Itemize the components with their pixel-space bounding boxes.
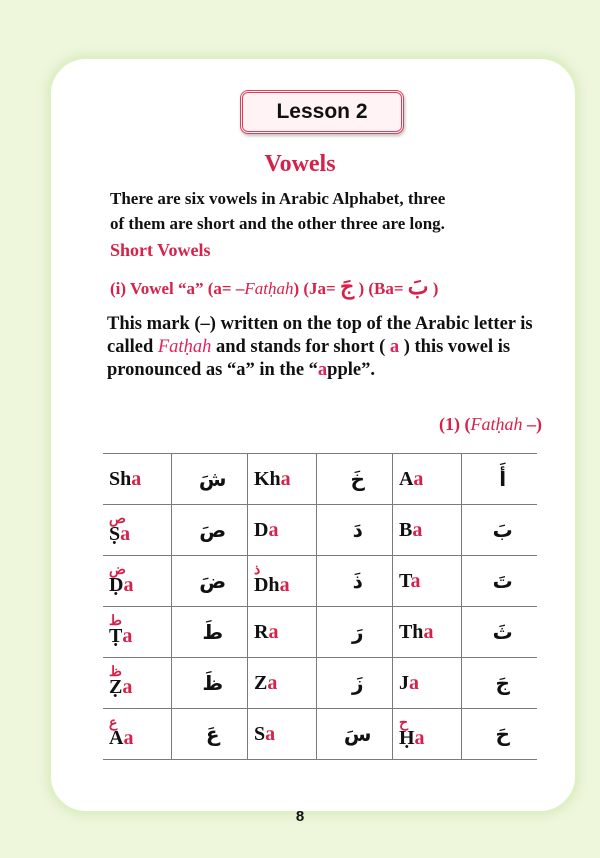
- consonant-text: T: [398, 569, 411, 592]
- vowel-text: a: [122, 624, 133, 647]
- vowel-text: a: [122, 675, 133, 698]
- fathah-term: Fatḥah: [157, 337, 212, 357]
- transliteration-cell: [392, 454, 461, 505]
- transliteration-cell: [247, 556, 316, 607]
- apple-rest: pple”.: [327, 360, 375, 380]
- alphabet-table: [103, 453, 537, 760]
- ja-arabic: جَ: [339, 274, 355, 299]
- table-row: [103, 709, 537, 760]
- arabic-letter-cell: ذَ: [317, 556, 393, 607]
- intro-line-2: of them are short and the other three are long.: [110, 214, 445, 233]
- explain-text-1: This mark (: [107, 314, 201, 334]
- vowel-text: a: [413, 467, 424, 490]
- transliteration-cell: [103, 607, 172, 658]
- letter-hint: ظ: [109, 664, 122, 680]
- consonant-text: Ḍ: [109, 573, 124, 596]
- vowel-line-prefix: (i) Vowel “a” (a=: [110, 279, 236, 298]
- transliteration-cell: [247, 454, 316, 505]
- transliteration-cell: [392, 709, 461, 760]
- arabic-letter-cell: ظَ: [172, 658, 248, 709]
- vowel-text: a: [279, 573, 290, 596]
- vowel-line-ba-label: ) (Ba=: [354, 279, 408, 298]
- vowel-text: a: [131, 467, 142, 490]
- transliteration-cell: [103, 709, 172, 760]
- arabic-letter-cell: ثَ: [462, 607, 537, 658]
- table-row: [103, 454, 537, 505]
- ba-arabic: بَ: [407, 274, 429, 299]
- short-a: a: [389, 337, 400, 357]
- letter-hint: ص: [109, 511, 126, 527]
- table-row: [103, 505, 537, 556]
- intro-line-1: There are six vowels in Arabic Alphabet, three: [110, 189, 446, 208]
- arabic-letter-cell: زَ: [317, 658, 393, 709]
- consonant-text: A: [109, 726, 124, 749]
- apple-a: a: [317, 360, 328, 380]
- explain-text-2: ) written on the top of the Arabic letter is called: [107, 314, 533, 357]
- vowel-text: a: [408, 671, 419, 694]
- transliteration-cell: [247, 658, 316, 709]
- letter-hint: ض: [109, 562, 126, 578]
- arabic-letter-cell: سَ: [317, 709, 393, 760]
- vowel-text: a: [123, 573, 134, 596]
- letter-hint: ط: [109, 613, 122, 629]
- transliteration-cell: [103, 556, 172, 607]
- explain-text-3: and stands for short (: [211, 337, 390, 357]
- vowel-text: a: [265, 722, 276, 745]
- consonant-text: Ṣ: [109, 522, 121, 545]
- table-label: [439, 414, 542, 435]
- page-title: Vowels: [264, 151, 336, 177]
- arabic-letter-cell: رَ: [317, 607, 393, 658]
- explain-text-4: ) this vowel is pronounced as “a” in the “: [107, 337, 511, 380]
- transliteration-cell: [392, 556, 461, 607]
- vowel-text: a: [268, 518, 279, 541]
- table-label-suffix: ): [536, 414, 542, 434]
- consonant-text: Z: [253, 671, 268, 694]
- table-row: [103, 556, 537, 607]
- consonant-text: Sh: [109, 467, 132, 490]
- table-row: [103, 607, 537, 658]
- transliteration-cell: [103, 658, 172, 709]
- section-heading: Short Vowels: [110, 240, 211, 260]
- transliteration-cell: [103, 505, 172, 556]
- transliteration-cell: [103, 454, 172, 505]
- consonant-text: S: [253, 722, 266, 745]
- consonant-text: Ẓ: [109, 675, 123, 698]
- letter-hint: ح: [398, 715, 409, 731]
- vowel-text: a: [412, 518, 423, 541]
- vowel-line-close: ): [428, 279, 439, 298]
- fathah-explanation: [107, 313, 557, 382]
- arabic-letter-cell: حَ: [462, 709, 537, 760]
- lesson-label: Lesson 2: [240, 90, 404, 134]
- arabic-letter-cell: دَ: [317, 505, 393, 556]
- consonant-text: Th: [398, 620, 424, 643]
- consonant-text: R: [253, 620, 269, 643]
- transliteration-cell: [247, 505, 316, 556]
- page-number: 8: [295, 808, 305, 825]
- letter-hint: ع: [109, 715, 118, 731]
- arabic-letter-cell: شَ: [172, 454, 248, 505]
- consonant-text: D: [253, 518, 269, 541]
- consonant-text: Ḥ: [398, 726, 415, 749]
- transliteration-cell: [392, 505, 461, 556]
- vowel-text: a: [410, 569, 421, 592]
- transliteration-cell: [392, 607, 461, 658]
- transliteration-cell: [247, 607, 316, 658]
- consonant-text: Kh: [253, 467, 281, 490]
- arabic-letter-cell: أَ: [462, 454, 537, 505]
- vowel-text: a: [120, 522, 131, 545]
- fathah-term: Fatḥah: [244, 279, 294, 298]
- arabic-letter-cell: بَ: [462, 505, 537, 556]
- fathah-mark: –: [235, 279, 245, 298]
- vowel-line-ja-label: ) (Ja=: [293, 279, 340, 298]
- arabic-letter-cell: ضَ: [172, 556, 248, 607]
- table-label-prefix: (1) (: [439, 414, 471, 434]
- arabic-letter-cell: صَ: [172, 505, 248, 556]
- consonant-text: B: [398, 518, 413, 541]
- table-row: [103, 658, 537, 709]
- vowel-text: a: [268, 620, 279, 643]
- transliteration-cell: [247, 709, 316, 760]
- vowel-a-line: [110, 274, 560, 300]
- letter-hint: ذ: [253, 562, 261, 578]
- arabic-letter-cell: خَ: [317, 454, 393, 505]
- arabic-letter-cell: طَ: [172, 607, 248, 658]
- intro-paragraph: [110, 186, 550, 236]
- table-label-fathah: Fatḥah: [470, 414, 523, 434]
- arabic-letter-cell: تَ: [462, 556, 537, 607]
- consonant-text: Dh: [253, 573, 280, 596]
- transliteration-cell: [392, 658, 461, 709]
- fathah-mark: –: [200, 314, 210, 334]
- vowel-text: a: [423, 620, 434, 643]
- consonant-text: A: [398, 467, 414, 490]
- vowel-text: a: [267, 671, 278, 694]
- vowel-text: a: [414, 726, 425, 749]
- vowel-text: a: [280, 467, 291, 490]
- arabic-letter-cell: عَ: [172, 709, 248, 760]
- consonant-text: Ṭ: [109, 624, 123, 647]
- consonant-text: J: [398, 671, 409, 694]
- vowel-text: a: [123, 726, 134, 749]
- table-label-mark: –: [522, 414, 536, 434]
- arabic-letter-cell: جَ: [462, 658, 537, 709]
